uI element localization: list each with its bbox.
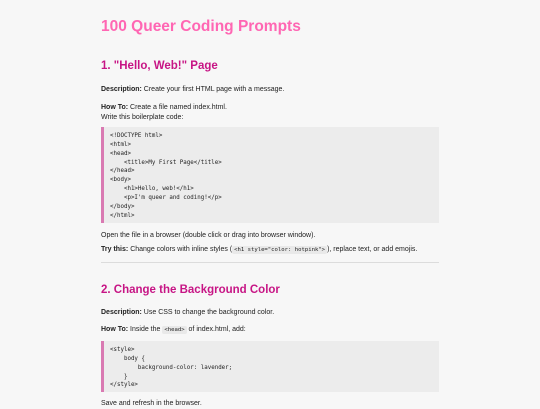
try-label: Try this:: [101, 246, 129, 253]
description-label: Description:: [101, 86, 142, 93]
code-block-2: [101, 341, 439, 392]
code-line: </html>: [110, 212, 135, 219]
howto-text-before: Inside the: [130, 326, 161, 333]
section-1-description: [101, 84, 284, 95]
inline-code: <head>: [164, 327, 185, 333]
section-2-after-code: Save and refresh in the browser.: [101, 400, 202, 407]
code-line: </head>: [110, 168, 135, 175]
howto-label: How To:: [101, 326, 129, 333]
description-text: Create your first HTML page with a message.: [143, 86, 285, 93]
description-label: Description:: [101, 309, 142, 316]
code-line: }: [110, 373, 128, 380]
howto-text-after: of index.html, add:: [188, 326, 246, 333]
code-line: <h1>Hello, web!</h1>: [110, 186, 194, 193]
code-line: <!DOCTYPE html>: [110, 133, 163, 139]
section-1-howto-line2: Write this boilerplate code:: [101, 114, 184, 121]
howto-text: Create a file named index.html.: [130, 104, 227, 111]
section-2-heading: 2. Change the Background Color: [101, 284, 280, 296]
section-1-heading: 1. "Hello, Web!" Page: [101, 60, 218, 72]
code-block-1: [101, 127, 439, 223]
code-line: <style>: [110, 347, 135, 353]
code-line: <body>: [110, 177, 131, 184]
page-title: 100 Queer Coding Prompts: [101, 18, 301, 35]
description-text: Use CSS to change the background color.: [143, 309, 275, 316]
try-text-before: Change colors with inline styles (: [130, 246, 233, 253]
code-line: <title>My First Page</title>: [110, 159, 222, 166]
code-line: </body>: [110, 203, 135, 210]
code-line: <head>: [110, 150, 131, 157]
code-line: <html>: [110, 141, 131, 148]
section-2-howto: [101, 324, 246, 336]
howto-label: How To:: [101, 104, 129, 111]
section-divider: [101, 262, 439, 263]
try-text-after: ), replace text, or add emojis.: [327, 246, 418, 253]
section-1-after-code: Open the file in a browser (double click or drag into browser window).: [101, 232, 316, 239]
code-line: background-color: lavender;: [110, 364, 233, 371]
section-2-description: [101, 307, 274, 318]
code-line: <p>I'm queer and coding!</p>: [110, 194, 222, 201]
code-line: </style>: [110, 382, 138, 389]
section-1-try-this: [101, 244, 417, 256]
code-line: body {: [110, 355, 145, 362]
inline-code: <h1 style="color: hotpink">: [234, 247, 326, 253]
